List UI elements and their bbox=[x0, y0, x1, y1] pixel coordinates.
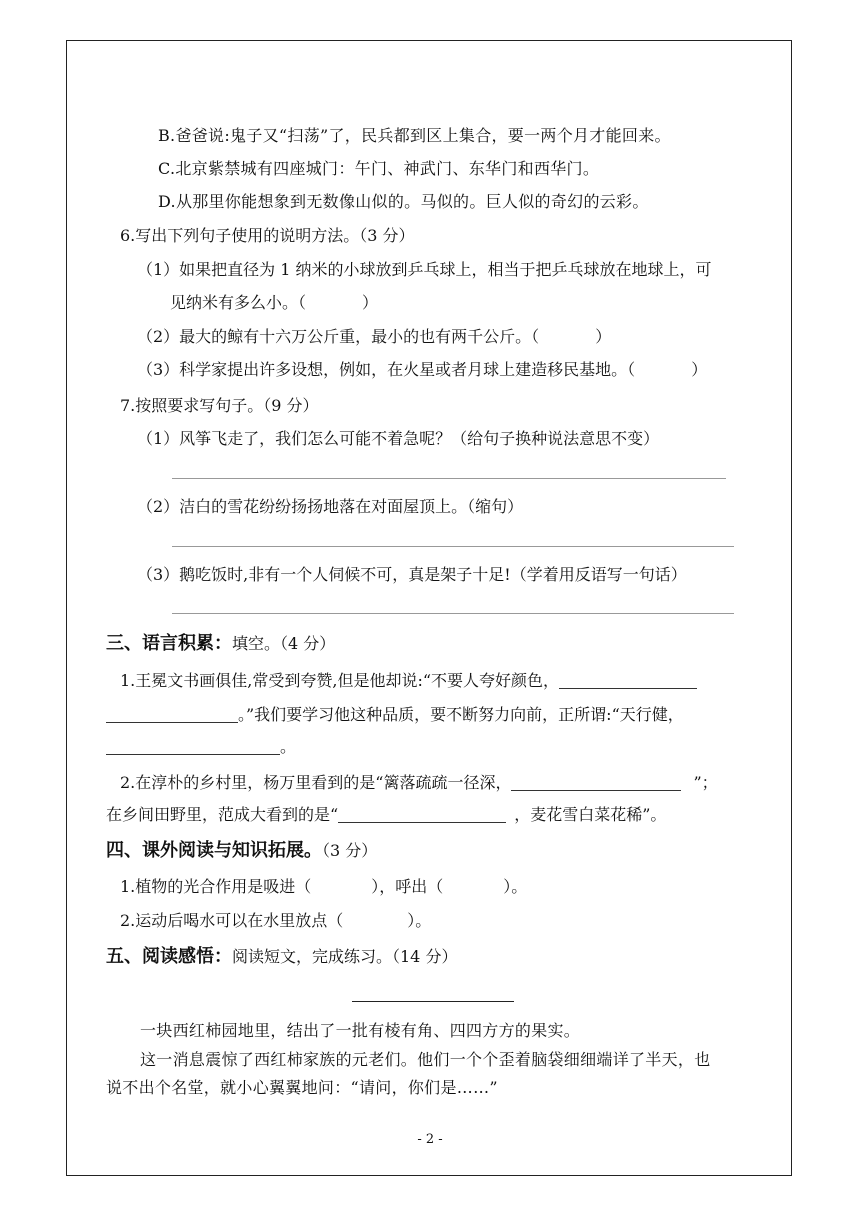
section-4-heading bbox=[106, 839, 377, 863]
section-5-instruction: 阅读短文，完成练习。（14 分） bbox=[232, 947, 458, 966]
answer-line[interactable] bbox=[172, 478, 726, 479]
q6-item1-line1: （1）如果把直径为 1 纳米的小球放到乒乓球上，相当于把乒乓球放在地球上，可 bbox=[137, 260, 712, 279]
sec3-q1-text3: 。 bbox=[280, 737, 297, 756]
option-b: B.爸爸说:鬼子又“扫荡”了，民兵都到区上集合，要一两个月才能回来。 bbox=[158, 126, 671, 145]
option-d: D.从那里你能想象到无数像山似的。马似的。巨人似的奇幻的云彩。 bbox=[158, 192, 649, 211]
passage-paragraph-2-line1: 这一消息震惊了西红柿家族的元老们。他们一个个歪着脑袋细细端详了半天，也 bbox=[140, 1050, 711, 1069]
fill-blank[interactable] bbox=[559, 670, 697, 689]
q6-item3-text: （3）科学家提出许多设想，例如，在火星或者月球上建造移民基地。（ bbox=[137, 360, 636, 379]
q7-item1: （1）风筝飞走了，我们怎么可能不着急呢？（给句子换种说法意思不变） bbox=[137, 429, 660, 448]
q6-item1-line2 bbox=[170, 292, 378, 314]
sec3-q2-close2: ，麦花雪白菜花稀”。 bbox=[514, 805, 667, 824]
sec3-q2-close: ”； bbox=[693, 773, 718, 792]
q6-item2 bbox=[137, 326, 611, 348]
sec3-q1-line1 bbox=[120, 670, 697, 692]
q6-item3 bbox=[137, 359, 707, 381]
q6-item1-text: 见纳米有多么小。（ bbox=[170, 293, 307, 312]
sec3-q1-text2: 。”我们要学习他这种品质，要不断努力向前，正所谓:“天行健， bbox=[238, 705, 684, 724]
sec4-q1-text2: ），呼出（ bbox=[371, 877, 444, 896]
section-5-heading bbox=[106, 945, 457, 969]
sec4-q1-text: 1.植物的光合作用是吸进（ bbox=[120, 877, 312, 896]
sec3-q2-text2: 在乡间田野里，范成大看到的是“ bbox=[106, 805, 339, 824]
section-3-title: 三、语言积累： bbox=[106, 633, 232, 654]
sec4-q2-text: 2.运动后喝水可以在水里放点（ bbox=[120, 911, 344, 930]
q6-item2-text: （2）最大的鲸有十六万公斤重，最小的也有两千公斤。（ bbox=[137, 327, 540, 346]
section-4-instruction: （3 分） bbox=[322, 841, 378, 860]
section-4-title: 四、课外阅读与知识拓展。 bbox=[106, 840, 322, 861]
sec4-q1 bbox=[120, 876, 527, 898]
sec3-q1-text: 1.王冕文书画俱佳,常受到夸赞,但是他却说:“不要人夸好颜色， bbox=[120, 671, 560, 690]
fill-blank[interactable] bbox=[511, 772, 681, 791]
page-number: - 2 - bbox=[417, 1132, 443, 1147]
sec4-q2-text2: ）。 bbox=[407, 911, 432, 930]
fill-blank[interactable] bbox=[106, 704, 238, 723]
q7-title: 7.按照要求写句子。（9 分） bbox=[120, 396, 319, 415]
fill-blank[interactable] bbox=[106, 736, 280, 755]
section-5-title: 五、阅读感悟： bbox=[106, 946, 232, 967]
sec3-q1-line2 bbox=[106, 704, 684, 726]
q6-item1-close: ） bbox=[362, 293, 379, 312]
passage-paragraph-1: 一块西红柿园地里，结出了一批有棱有角、四四方方的果实。 bbox=[140, 1021, 581, 1040]
q7-item3: （3）鹅吃饭时,非有一个人伺候不可，真是架子十足!（学着用反语写一句话） bbox=[137, 565, 687, 584]
option-c: C.北京紫禁城有四座城门：午门、神武门、东华门和西华门。 bbox=[158, 159, 600, 178]
sec4-q1-text3: ）。 bbox=[503, 877, 528, 896]
title-blank-line[interactable] bbox=[352, 1001, 514, 1002]
answer-line[interactable] bbox=[172, 546, 734, 547]
q6-item2-close: ） bbox=[595, 327, 612, 346]
sec3-q2-text: 2.在淳朴的乡村里，杨万里看到的是“篱落疏疏一径深， bbox=[120, 773, 512, 792]
sec4-q2 bbox=[120, 910, 431, 932]
sec3-q1-line3 bbox=[106, 736, 296, 758]
fill-blank[interactable] bbox=[338, 804, 506, 823]
sec3-q2-line1 bbox=[120, 772, 718, 794]
q6-item3-close: ） bbox=[691, 360, 708, 379]
q7-item2: （2）洁白的雪花纷纷扬扬地落在对面屋顶上。（缩句） bbox=[137, 497, 524, 516]
q6-title: 6.写出下列句子使用的说明方法。（3 分） bbox=[120, 226, 415, 245]
section-3-instruction: 填空。（4 分） bbox=[232, 634, 336, 653]
passage-paragraph-2-line2: 说不出个名堂，就小心翼翼地问：“请问，你们是……” bbox=[106, 1078, 498, 1097]
answer-line[interactable] bbox=[172, 613, 734, 614]
section-3-heading bbox=[106, 632, 335, 656]
sec3-q2-line2 bbox=[106, 804, 666, 826]
